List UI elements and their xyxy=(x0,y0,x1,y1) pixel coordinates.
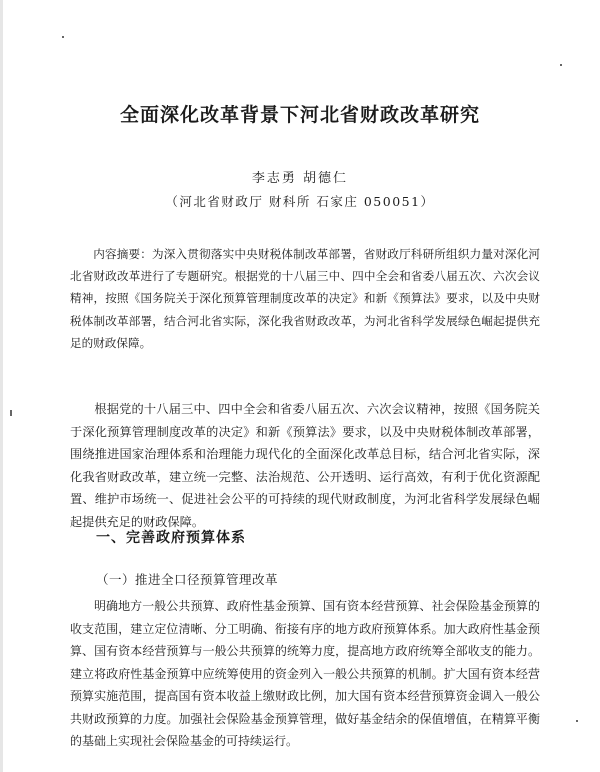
intro-paragraph: 根据党的十八届三中、四中全会和省委八届五次、六次会议精神，按照《国务院关于深化预算管理制度改革的决定》和新《预算法》要求，以及中央财税体制改革部署，围绕推进国家治理体系和治理能力现代化的全面深化改革总目标，结合河北省实际，深化我省财政改革，建立统一完整、法治规范、公开透明、运行高效，有利于优化资源配置、维护市场统一、促进社会公平的可持续的现代财政制度，为河北省科学发展绿色崛起提供充足的财政保障。 xyxy=(70,402,540,529)
subsection-paragraph: 明确地方一般公共预算、政府性基金预算、国有资本经营预算、社会保险基金预算的收支范围，建立定位清晰、分工明确、衔接有序的地方政府预算体系。加大政府性基金预算、国有资本经营预算与一般公共预算的统筹力度，提高地方政府统筹全部收支的能力。建立将政府性基金预算中应统筹使用的资金列入一般公共预算的机制。扩大国有资本经营预算实施范围，提高国有资本收益上缴财政比例，加大国有资本经营预算资金调入一般公共财政预算的力度。加强社会保险基金预算管理，做好基金结余的保值增值，在精算平衡的基础上实现社会保险基金的可持续运行。 xyxy=(70,599,540,748)
scan-speck xyxy=(10,410,12,416)
section-heading: 一、完善政府预算体系 xyxy=(96,530,246,546)
subsection-heading: （一）推进全口径预算管理改革 xyxy=(96,572,279,587)
paper-title: 全面深化改革背景下河北省财政改革研究 xyxy=(119,104,480,126)
scan-speck xyxy=(62,36,64,38)
scan-speck xyxy=(576,720,578,722)
scan-speck xyxy=(560,64,562,66)
paper-affiliation: （河北省财政厅 财科所 石家庄 050051） xyxy=(165,194,435,209)
abstract-paragraph: 内容摘要：为深入贯彻落实中央财税体制改革部署，省财政厅科研所组织力量对深化河北省财政改革进行了专题研究。根据党的十八届三中、四中全会和省委八届五次、六次会议精神，按照《国务院关于深化预算管理制度改革的决定》和新《预算法》要求，以及中央财税体制改革部署，结合河北省实际，深化我省财政改革，为河北省科学发展绿色崛起提供充足的财政保障。 xyxy=(70,247,540,350)
paper-authors: 李志勇 胡德仁 xyxy=(251,171,349,186)
